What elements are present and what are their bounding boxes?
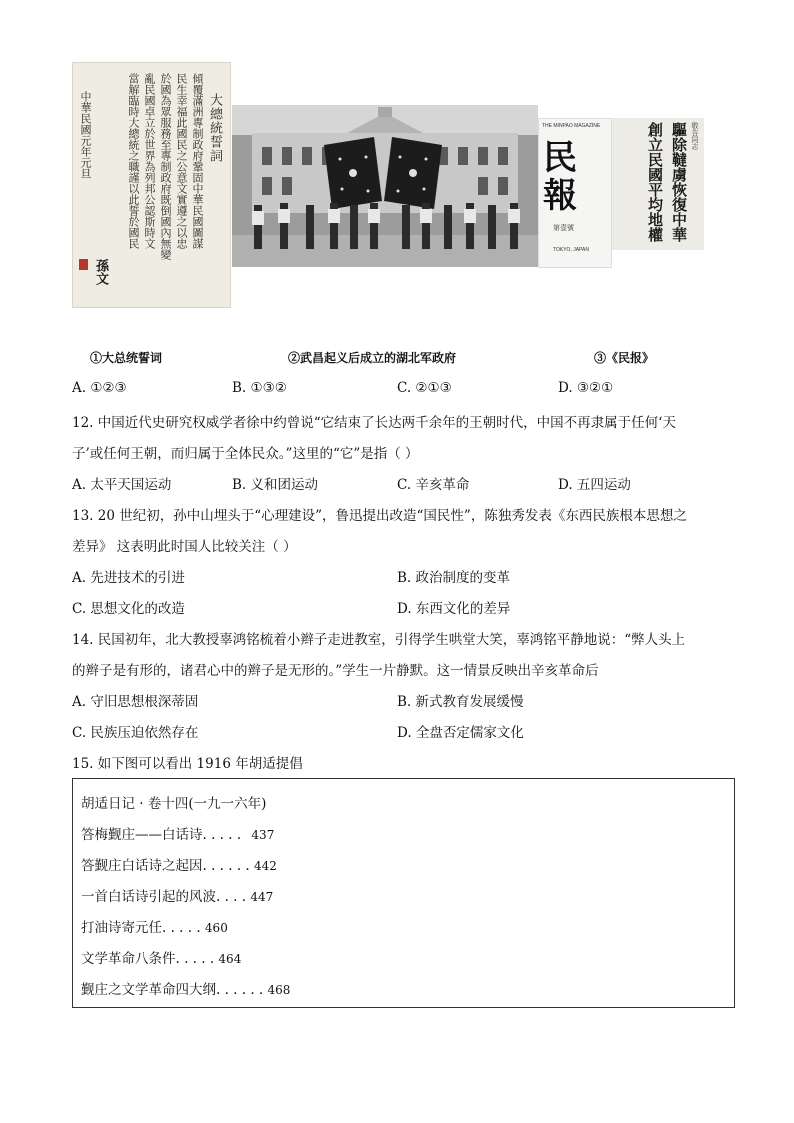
diary-entry-title: 文学革命八条件. . . . . <box>81 951 215 967</box>
magazine-banner: THE MINPAO MAGAZINE <box>542 123 601 129</box>
q14-option-c[interactable]: C. 民族压迫依然存在 <box>72 725 199 741</box>
diary-entry-title: 答觐庄白话诗之起因. . . . . . <box>81 858 250 874</box>
q14-option-a[interactable]: A. 守旧思想根深蒂固 <box>72 694 199 710</box>
calligraphy-columns <box>126 73 204 273</box>
magazine-subtitle: 第壹號 <box>553 224 574 232</box>
q13-option-a[interactable]: A. 先进技术的引进 <box>72 570 185 586</box>
diary-entry <box>81 947 241 967</box>
magazine-footer: TOKYO, JAPAN <box>553 247 589 253</box>
q12-option-b[interactable]: B. 义和团运动 <box>232 477 319 493</box>
minbao-magazine-image <box>538 118 612 268</box>
diary-entry-page: 464 <box>218 952 242 966</box>
calligraphy-column: 民生幸福此國民之公意文實遵之以忠 <box>175 73 188 249</box>
q11-option-c[interactable]: C. ②①③ <box>397 380 452 396</box>
caption-3: ③《民报》 <box>594 351 655 365</box>
q14-option-d[interactable]: D. 全盘否定儒家文化 <box>397 725 524 741</box>
diary-header: 胡适日记 · 卷十四(一九一六年) <box>81 796 267 812</box>
q11-option-b[interactable]: B. ①③② <box>232 380 287 396</box>
diary-entry <box>81 823 274 843</box>
q12-stem-line-1: 12. 中国近代史研究权威学者徐中约曾说“它结束了长达两千余年的王朝时代，中国不再隶属于任何‘天 <box>72 415 676 431</box>
calligraphy-column: 當解臨時大總統之職謹以此誓於國民 <box>127 73 140 249</box>
q14-stem-line-1: 14. 民国初年，北大教授辜鸿铭梳着小辫子走进教室，引得学生哄堂大笑，辜鸿铭平静地说：“弊人头上 <box>72 632 686 648</box>
q13-option-b[interactable]: B. 政治制度的变革 <box>397 570 511 586</box>
diary-entry-title: 打油诗寄元任. . . . . <box>81 920 201 936</box>
hubei-military-government-photo <box>232 105 538 267</box>
q13-option-c[interactable]: C. 思想文化的改造 <box>72 601 185 617</box>
diary-entry-page: 442 <box>254 859 277 873</box>
diary-entry <box>81 978 290 998</box>
diary-entry-title: 一首白话诗引起的风波. . . . <box>81 889 247 905</box>
diary-entry <box>81 854 277 874</box>
q12-stem-line-2: 子’或任何王朝，而归属于全体民众。”这里的“它”是指（ ） <box>72 446 419 462</box>
slogan-small: 敬告同志 <box>691 122 699 150</box>
q13-stem-line-1: 13. 20 世纪初，孙中山埋头于“心理建设”，鲁迅提出改造“国民性”，陈独秀发表《东西民族根本思想之 <box>72 508 687 524</box>
calligraphy-column: 於國為眾服務至專制政府既倒國內無變 <box>159 73 172 260</box>
slogan-columns <box>646 122 688 242</box>
diary-entry-title: 觐庄之文学革命四大纲. . . . . . <box>81 982 264 998</box>
diary-entry-title: 答梅觐庄——白话诗. . . . . <box>81 827 242 843</box>
photo-illustration <box>232 105 538 267</box>
seal-icon <box>79 259 88 270</box>
q13-stem-line-2: 差异》 这表明此时国人比较关注（ ） <box>72 539 297 555</box>
calligraphy-signature: 孫文 <box>93 259 108 285</box>
q14-stem-line-2: 的辫子是有形的，诸君心中的辫子是无形的。”学生一片静默。这一情景反映出辛亥革命后 <box>72 663 599 679</box>
calligraphy-image <box>72 62 231 308</box>
caption-1: ①大总统誓词 <box>90 351 163 365</box>
q11-option-d[interactable]: D. ③②① <box>558 380 614 396</box>
caption-2: ②武昌起义后成立的湖北军政府 <box>288 351 457 365</box>
q12-option-a[interactable]: A. 太平天国运动 <box>72 477 172 493</box>
slogan-column: 創立民國平均地權 <box>646 122 664 242</box>
diary-entry <box>81 885 273 905</box>
q15-stem: 15. 如下图可以看出 1916 年胡适提倡 <box>72 756 303 772</box>
q13-option-d[interactable]: D. 东西文化的差异 <box>397 601 511 617</box>
diary-entry-page: 460 <box>204 921 228 935</box>
diary-entry-page: 437 <box>251 828 275 842</box>
diary-entry-page: 468 <box>267 983 291 997</box>
calligraphy-date: 中華民國元年元旦 <box>79 91 92 179</box>
minbao-slogan-image <box>612 118 704 250</box>
q11-option-a[interactable]: A. ①②③ <box>72 380 127 396</box>
q12-option-d[interactable]: D. 五四运动 <box>558 477 631 493</box>
q14-option-b[interactable]: B. 新式教育发展缓慢 <box>397 694 524 710</box>
calligraphy-column: 亂民國卓立於世界為列邦公認斯時文 <box>143 73 156 249</box>
diary-entry-page: 447 <box>250 890 274 904</box>
calligraphy-column: 傾覆滿洲專制政府鞏固中華民國圖謀 <box>191 73 204 249</box>
q12-option-c[interactable]: C. 辛亥革命 <box>397 477 470 493</box>
hu-shi-diary-box <box>72 778 735 1008</box>
magazine-title: 民報 <box>543 138 577 216</box>
diary-entry <box>81 916 228 936</box>
slogan-column: 驅除韃虜恢復中華 <box>670 122 688 242</box>
calligraphy-title: 大總統誓詞 <box>207 93 222 163</box>
